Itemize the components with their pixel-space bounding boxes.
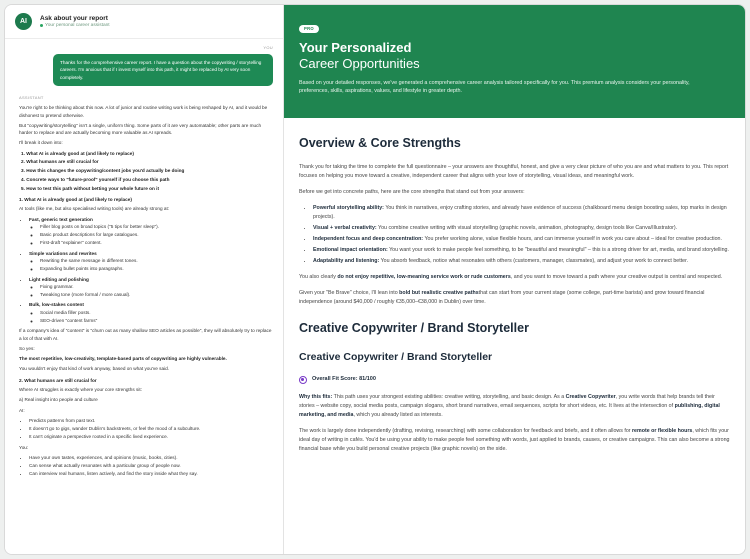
reply-section-heading: 1. What AI is already good at (and likely to replace) xyxy=(19,197,132,203)
reply-paragraph: AI tools (like me, but also specialised writing tools) are already strong at: xyxy=(19,206,170,212)
list-item: • Bulk, low-stakes content ◦ Social media filler posts. ◦ SEO-driven "content farms" xyxy=(29,301,273,324)
strength-item: • Adaptability and listening: You absorb feedback, notice what resonates with others (customers, manager, classmates), and adjust your work to connect better. xyxy=(313,257,730,266)
fit-score-text: Overall Fit Score: 81/100 xyxy=(312,376,376,383)
list-item: • Simple variations and rewrites ◦ Rewriting the same message in different tones. ◦ Expanding bullet points into paragraphs. xyxy=(29,250,273,273)
outline-item: 4. Concrete ways to "future-proof" yourself if you choose this path xyxy=(21,176,170,182)
report-title-line2: Career Opportunities xyxy=(299,55,420,71)
strength-item: • Emotional impact orientation: You want your work to make people feel something, to be "beautiful and meaningful" – this is a strong driver for art, media, and brand storytelling. xyxy=(313,246,730,255)
outline-item: 5. How to test this path without betting your whole future on it xyxy=(21,185,160,191)
list-item: ◦ SEO-driven "content farms" xyxy=(40,317,273,324)
list-item: • It can't originate a perspective rooted in a specific lived experience. xyxy=(29,433,273,440)
reply-paragraph: If a company's idea of "content" is "churn out as many shallow SEO articles as possible", they will absolutely try to replace a lot of that with AI. xyxy=(19,328,272,341)
app-window xyxy=(4,4,746,555)
list-item: ◦ First-draft "explainer" content. xyxy=(40,239,273,246)
reply-paragraph: The most repetitive, low-creativity, template-based parts of copywriting are highly vulnerable. xyxy=(19,356,227,362)
assistant-label: ASSISTANT xyxy=(19,95,44,101)
chat-messages[interactable] xyxy=(5,39,283,554)
report-intro: Based on your detailed responses, we've generated a comprehensive career analysis tailored specifically for you. This premium analysis considers your personality, preferences, skills, aspirations, values, and lifestyle in greater depth. xyxy=(299,79,690,95)
assistant-avatar: AI xyxy=(15,13,32,30)
report-paragraph: You also clearly do not enjoy repetitive, low-meaning service work or rude customers, and you want to move toward a path where your creative output is central and respected. xyxy=(299,274,723,281)
strength-item: • Powerful storytelling ability: You think in narratives, enjoy crafting stories, and already have evidence of success (chalkboard menu design boosting sales, top marks in design projects). xyxy=(313,204,730,222)
section-heading: Creative Copywriter / Brand Storyteller xyxy=(299,321,529,336)
pro-badge: PRO xyxy=(299,25,319,33)
outline-item: 1. What AI is already good at (and likely to replace) xyxy=(21,150,134,156)
reply-paragraph: You wouldn't enjoy that kind of work anyway, based on what you've said. xyxy=(19,366,170,372)
reply-paragraph: I'll break it down into: xyxy=(19,140,63,146)
reply-list xyxy=(19,216,273,325)
reply-outline xyxy=(19,150,273,192)
report-title: Your Personalized xyxy=(299,40,412,55)
list-item: ◦ Rewriting the same message in different tones. xyxy=(40,257,273,264)
reply-paragraph: So yes: xyxy=(19,345,35,351)
report-paragraph: Given your "Be Brave" choice, I'll lean into bold but realistic creative pathsthat can start from your current stage (some college, part-time barista) and grow toward financial independence (around $40,000 / roughly €35,000–€38,000 in Dublin) over time. xyxy=(299,290,705,306)
reply-paragraph: You: xyxy=(19,444,29,450)
report-hero xyxy=(284,5,745,118)
list-item: • Light editing and polishing ◦ Fixing grammar. ◦ Tweaking tone (more formal / more casual). xyxy=(29,276,273,299)
report-paragraph: The work is largely done independently (drafting, revising, researching) with some collaboration for feedback and briefs, and it often allows for remote or flexible hours, which fits your ideal day of writing in cafés. You'd be using your ability to make people feel something with words, just applied to brands, causes, or creative campaigns. This can also become a strong financial base while you build personal creative projects (like graphic novels) on the side. xyxy=(299,427,730,452)
report-content[interactable] xyxy=(284,118,745,554)
chat-subtitle xyxy=(40,23,110,28)
chat-header xyxy=(5,5,283,39)
report-paragraph: Why this fits: This path uses your strongest existing abilities: creative writing, storytelling, and basic design. As a Creative Copywriter, you write words that help brands tell their stories – website copy, social media posts, campaign slogans, short brand narratives, email sequences, scripts for short videos, etc. It lives at the intersection of publishing, digital marketing, and media, which you already listed as interests. xyxy=(299,393,720,418)
reply-paragraph: You're right to be thinking about this now. A lot of junior and routine writing work is being reshaped by AI, and it would be dishonest to pretend otherwise. xyxy=(19,105,268,118)
list-item: • Predicts patterns from past text. xyxy=(29,417,273,424)
list-item: ◦ Basic product descriptions for large catalogues. xyxy=(40,231,273,238)
chat-subtitle-text: Your personal career assistant xyxy=(45,23,110,28)
strength-item: • Visual + verbal creativity: You combine creative writing with visual storytelling (graphic novels, animation, photography, design tools like Canva/Illustrator). xyxy=(313,224,730,233)
reply-paragraph: AI: xyxy=(19,407,25,413)
list-item: • It doesn't go to gigs, wander Dublin's backstreets, or feel the mood of a subculture. xyxy=(29,425,273,432)
reply-paragraph: Where AI struggles is exactly where your core strengths sit: xyxy=(19,386,142,392)
strength-item: • Independent focus and deep concentration: You prefer working alone, value flexible hours, and can immerse yourself in work you care about – ideal for creative production. xyxy=(313,235,730,244)
list-item: ◦ Tweaking tone (more formal / more casual). xyxy=(40,291,273,298)
list-item: ◦ Expanding bullet points into paragraphs. xyxy=(40,265,273,272)
reply-list xyxy=(19,417,273,441)
report-panel xyxy=(284,5,745,554)
list-item: ◦ Fixing grammar. xyxy=(40,283,273,290)
outline-item: 2. What humans are still crucial for xyxy=(21,159,99,165)
you-label: YOU xyxy=(263,45,273,50)
overview-heading: Overview & Core Strengths xyxy=(299,136,461,150)
report-paragraph: Thank you for taking the time to complete the full questionnaire – your answers are thoughtful, honest, and give a very clear picture of who you are and what matters to you. This report focuses on helping you move toward a creative, independent career that aligns with your love of storytelling, visual ideas, and meaningful work. xyxy=(299,164,729,180)
reply-paragraph: But "copywriting/storytelling" isn't a single, uniform thing. Some parts of it are very automatable; other parts are much harder to replace and are actually becoming more valuable as AI spreads. xyxy=(19,122,262,136)
list-item: • Fast, generic text generation ◦ Filler blog posts on broad topics ("5 tips for better sleep"). ◦ Basic product descriptions for large catalogues. ◦ First-draft "explainer" content. xyxy=(29,216,273,247)
strengths-list xyxy=(299,204,730,266)
list-item: ◦ Filler blog posts on broad topics ("5 tips for better sleep"). xyxy=(40,223,273,230)
assistant-message xyxy=(19,104,273,478)
list-item: • Have your own tastes, experiences, and opinions (music, books, cities). xyxy=(29,454,273,461)
reply-section-heading: 2. What humans are still crucial for xyxy=(19,377,97,383)
career-heading: Creative Copywriter / Brand Storyteller xyxy=(299,350,493,363)
outline-item: 3. How this changes the copywriting/content jobs you'd actually be doing xyxy=(21,168,185,174)
reply-list xyxy=(19,454,273,478)
list-item: ◦ Social media filler posts. xyxy=(40,309,273,316)
reply-paragraph: a) Real insight into people and culture xyxy=(19,397,98,403)
list-item: • Can interview real humans, listen actively, and find the story inside what they say. xyxy=(29,470,273,477)
chat-title: Ask about your report xyxy=(40,15,108,22)
chat-panel xyxy=(5,5,284,554)
fit-score xyxy=(299,375,730,384)
user-message: Thanks for the comprehensive career report. I have a question about the copywriting / storytelling careers. I'm anxious that if I invest myself into this path, it might be replaced by AI very soon completely. xyxy=(53,54,273,86)
online-status-icon xyxy=(40,24,43,27)
list-item: • Can sense what actually resonates with a particular group of people now. xyxy=(29,462,273,469)
report-paragraph: Before we get into concrete paths, here are the core strengths that stand out from your answers: xyxy=(299,189,525,196)
target-icon xyxy=(299,376,307,384)
